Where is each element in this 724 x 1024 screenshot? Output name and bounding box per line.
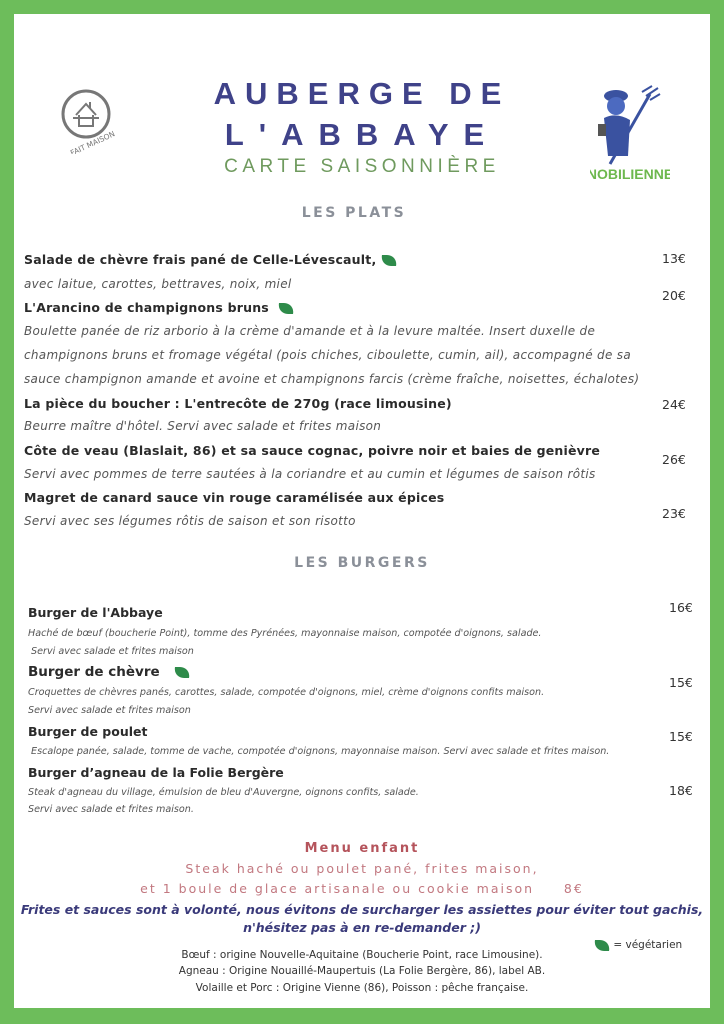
origin-line: Volaille et Porc : Origine Vienne (86), Poisson : pêche française. — [195, 982, 529, 994]
burger-name: Burger de l'Abbaye — [28, 605, 163, 620]
dish-name: L'Arancino de champignons bruns — [24, 300, 294, 315]
menu-subtitle: CARTE SAISONNIÈRE — [224, 156, 500, 177]
note-line1: Frites et sauces sont à volonté, nous évitons de surcharger les assiettes pour éviter tout gachis, — [20, 902, 704, 917]
burger-desc: Servi avec salade et frites maison — [28, 705, 191, 716]
burger-desc: Steak d'agneau du village, émulsion de bleu d'Auvergne, oignons confits, salade. — [28, 787, 419, 798]
burger-price: 16€ — [669, 600, 693, 615]
fait-maison-text: FAIT MAISON — [68, 129, 117, 154]
origin-line: Agneau : Origine Nouaillé-Maupertuis (La Folie Bergère, 86), label AB. — [178, 965, 546, 977]
burger-price: 18€ — [669, 783, 693, 798]
origin-line: Bœuf : origine Nouvelle-Aquitaine (Boucherie Point, race Limousine). — [181, 949, 543, 961]
burger-name: Burger de chèvre — [28, 664, 190, 680]
dish-price: 23€ — [662, 506, 686, 521]
dish-desc: Beurre maître d'hôtel. Servi avec salade et frites maison — [24, 419, 382, 433]
dish-price: 24€ — [662, 397, 686, 412]
vegetarian-legend: = végétarien — [594, 939, 682, 951]
burger-name: Burger d’agneau de la Folie Bergère — [28, 765, 284, 780]
dish-price: 20€ — [662, 288, 686, 303]
dish-name: Côte de veau (Blaslait, 86) et sa sauce cognac, poivre noir et baies de genièvre — [24, 443, 601, 458]
dish-desc: Servi avec ses légumes rôtis de saison et son risotto — [24, 514, 356, 528]
kids-menu-line1: Steak haché ou poulet pané, frites maison, — [185, 861, 539, 876]
restaurant-title-line2: L'ABBAYE — [224, 117, 500, 152]
dish-name: Magret de canard sauce vin rouge caramélisée aux épices — [24, 490, 445, 505]
dish-desc: Servi avec pommes de terre sautées à la coriandre et au cumin et légumes de saison rôtis — [24, 467, 596, 481]
burger-desc: Haché de bœuf (boucherie Point), tomme des Pyrénées, mayonnaise maison, compotée d'oignons, salade. — [28, 628, 542, 639]
burger-desc: Escalope panée, salade, tomme de vache, compotée d'oignons, mayonnaise maison. Servi avec salade et frites maison. — [28, 746, 610, 757]
burger-price: 15€ — [669, 729, 693, 744]
burger-desc: Croquettes de chèvres panés, carottes, salade, compotée d'oignons, miel, crème d'oignons confits maison. — [28, 687, 545, 698]
kids-menu-price: 8€ — [563, 881, 584, 896]
vegetarian-leaf-icon — [173, 667, 191, 678]
dish-name: La pièce du boucher : L'entrecôte de 270g (race limousine) — [24, 396, 452, 411]
note-line2: n'hésitez pas à en re-demander ;) — [243, 920, 481, 935]
restaurant-title-line1: AUBERGE DE — [213, 76, 511, 111]
section-heading-burgers: LES BURGERS — [294, 555, 430, 571]
burger-desc: Servi avec salade et frites maison. — [28, 804, 194, 815]
dish-desc: avec laitue, carottes, bettraves, noix, miel — [24, 277, 292, 291]
dish-desc: sauce champignon amande et avoine et champignons farcis (crème fraîche, noisettes, échalotes) — [24, 372, 640, 386]
dish-desc: Boulette panée de riz arborio à la crème d'amande et à la levure maltée. Insert duxelle de — [24, 324, 596, 338]
vegetarian-leaf-icon — [380, 255, 398, 266]
dish-desc: champignons bruns et fromage végétal (pois chiches, ciboulette, cumin, ail), accompagné de sa — [24, 348, 631, 362]
burger-desc: Servi avec salade et frites maison — [28, 646, 194, 657]
dish-price: 13€ — [662, 251, 686, 266]
vegetarian-leaf-icon — [277, 303, 295, 314]
dish-name: Salade de chèvre frais pané de Celle-Lévescault, — [24, 252, 397, 267]
kids-menu-line2: et 1 boule de glace artisanale ou cookie maison 8€ — [140, 881, 584, 896]
section-heading-plats: LES PLATS — [301, 205, 407, 221]
burger-name: Burger de poulet — [28, 724, 148, 739]
dish-price: 26€ — [662, 452, 686, 467]
nobilienne-text: NOBILIENNE — [590, 166, 670, 182]
kids-menu-title: Menu enfant — [304, 841, 420, 856]
burger-price: 15€ — [669, 675, 693, 690]
